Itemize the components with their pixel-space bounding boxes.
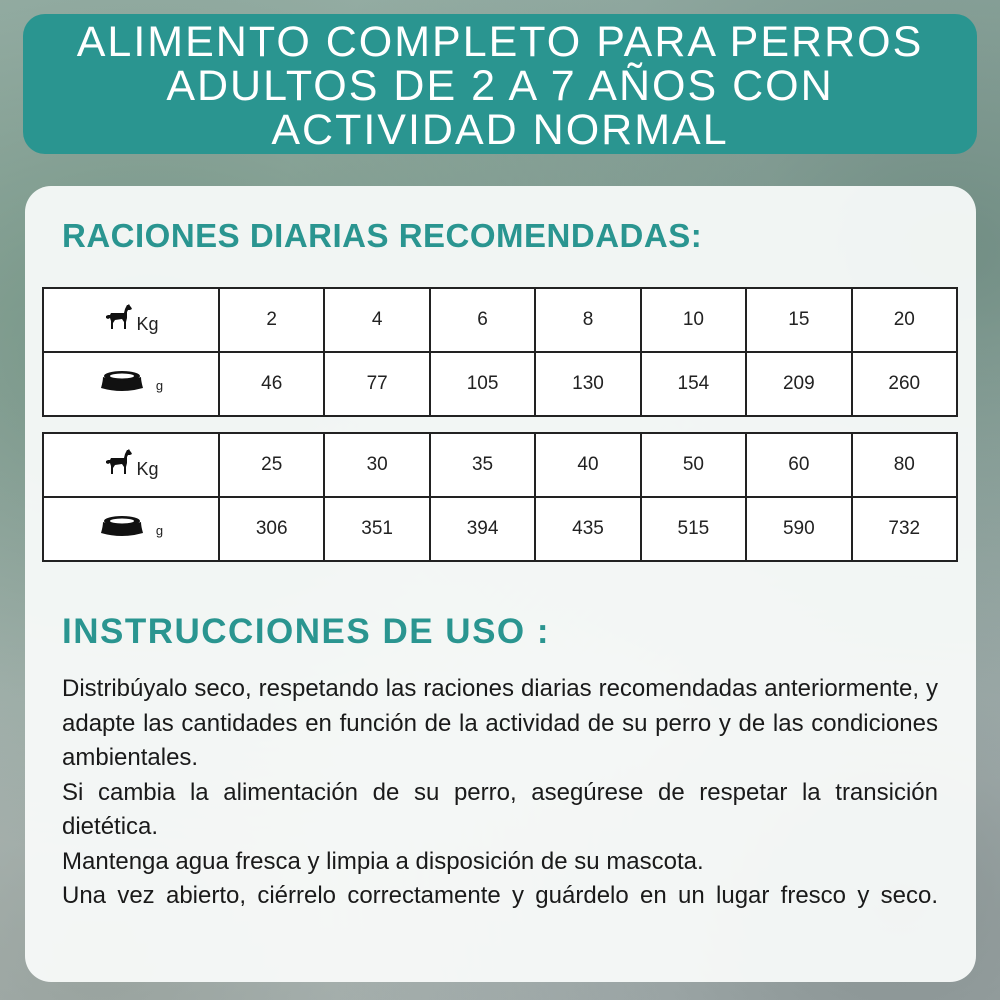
- grams-cell: 105: [430, 352, 535, 416]
- weight-unit: Kg: [136, 314, 159, 334]
- instructions-body: [62, 672, 938, 914]
- table-row-grams: [43, 352, 957, 416]
- bowl-icon: [99, 514, 145, 538]
- table-row-weight: [43, 433, 957, 497]
- food-label-cell: [43, 352, 219, 416]
- weight-cell: 20: [852, 288, 957, 352]
- instructions-heading: INSTRUCCIONES DE USO :: [62, 612, 551, 651]
- weight-cell: 8: [535, 288, 640, 352]
- title-line-1: ALIMENTO COMPLETO PARA PERROS: [76, 18, 924, 66]
- rations-heading: RACIONES DIARIAS RECOMENDADAS:: [62, 217, 703, 254]
- weight-cell: 4: [324, 288, 429, 352]
- grams-cell: 77: [324, 352, 429, 416]
- grams-cell: 260: [852, 352, 957, 416]
- weight-cell: 35: [430, 433, 535, 497]
- weight-label-cell: [43, 288, 219, 352]
- grams-cell: 435: [535, 497, 640, 561]
- grams-cell: 209: [746, 352, 851, 416]
- weight-cell: 25: [219, 433, 324, 497]
- table-row-grams: [43, 497, 957, 561]
- food-unit: g: [155, 523, 164, 538]
- instruction-paragraph: Mantenga agua fresca y limpia a disposición de su mascota.: [62, 847, 704, 875]
- food-label-cell: [43, 497, 219, 561]
- instruction-paragraph: Distribúyalo seco, respetando las raciones diarias recomendadas anteriormente, y adapte las cantidades en función de la actividad de su perro y de las condiciones ambientales.: [62, 675, 938, 771]
- title-line-3: ACTIVIDAD NORMAL: [271, 106, 729, 154]
- table-row-weight: [43, 288, 957, 352]
- weight-cell: 10: [641, 288, 746, 352]
- grams-cell: 46: [219, 352, 324, 416]
- grams-cell: 732: [852, 497, 957, 561]
- grams-cell: 590: [746, 497, 851, 561]
- title-line-2: ADULTOS DE 2 A 7 AÑOS CON: [166, 62, 834, 110]
- grams-cell: 154: [641, 352, 746, 416]
- weight-cell: 50: [641, 433, 746, 497]
- bowl-icon: [99, 369, 145, 393]
- grams-cell: 515: [641, 497, 746, 561]
- grams-cell: 394: [430, 497, 535, 561]
- weight-cell: 15: [746, 288, 851, 352]
- weight-cell: 60: [746, 433, 851, 497]
- dog-icon: [103, 303, 133, 331]
- rations-table-2: [42, 432, 958, 562]
- grams-cell: 130: [535, 352, 640, 416]
- instruction-paragraph: Una vez abierto, ciérrelo correctamente y guárdelo en un lugar fresco y seco.: [62, 882, 938, 909]
- weight-cell: 2: [219, 288, 324, 352]
- grams-cell: 351: [324, 497, 429, 561]
- instruction-paragraph: Si cambia la alimentación de su perro, asegúrese de respetar la transición dietética.: [62, 778, 938, 840]
- weight-cell: 6: [430, 288, 535, 352]
- title-banner: [23, 14, 977, 154]
- grams-cell: 306: [219, 497, 324, 561]
- rations-table-1: [42, 287, 958, 417]
- weight-unit: Kg: [136, 459, 159, 479]
- dog-icon: [103, 448, 133, 476]
- weight-cell: 80: [852, 433, 957, 497]
- weight-cell: 30: [324, 433, 429, 497]
- weight-cell: 40: [535, 433, 640, 497]
- food-unit: g: [155, 378, 164, 393]
- weight-label-cell: [43, 433, 219, 497]
